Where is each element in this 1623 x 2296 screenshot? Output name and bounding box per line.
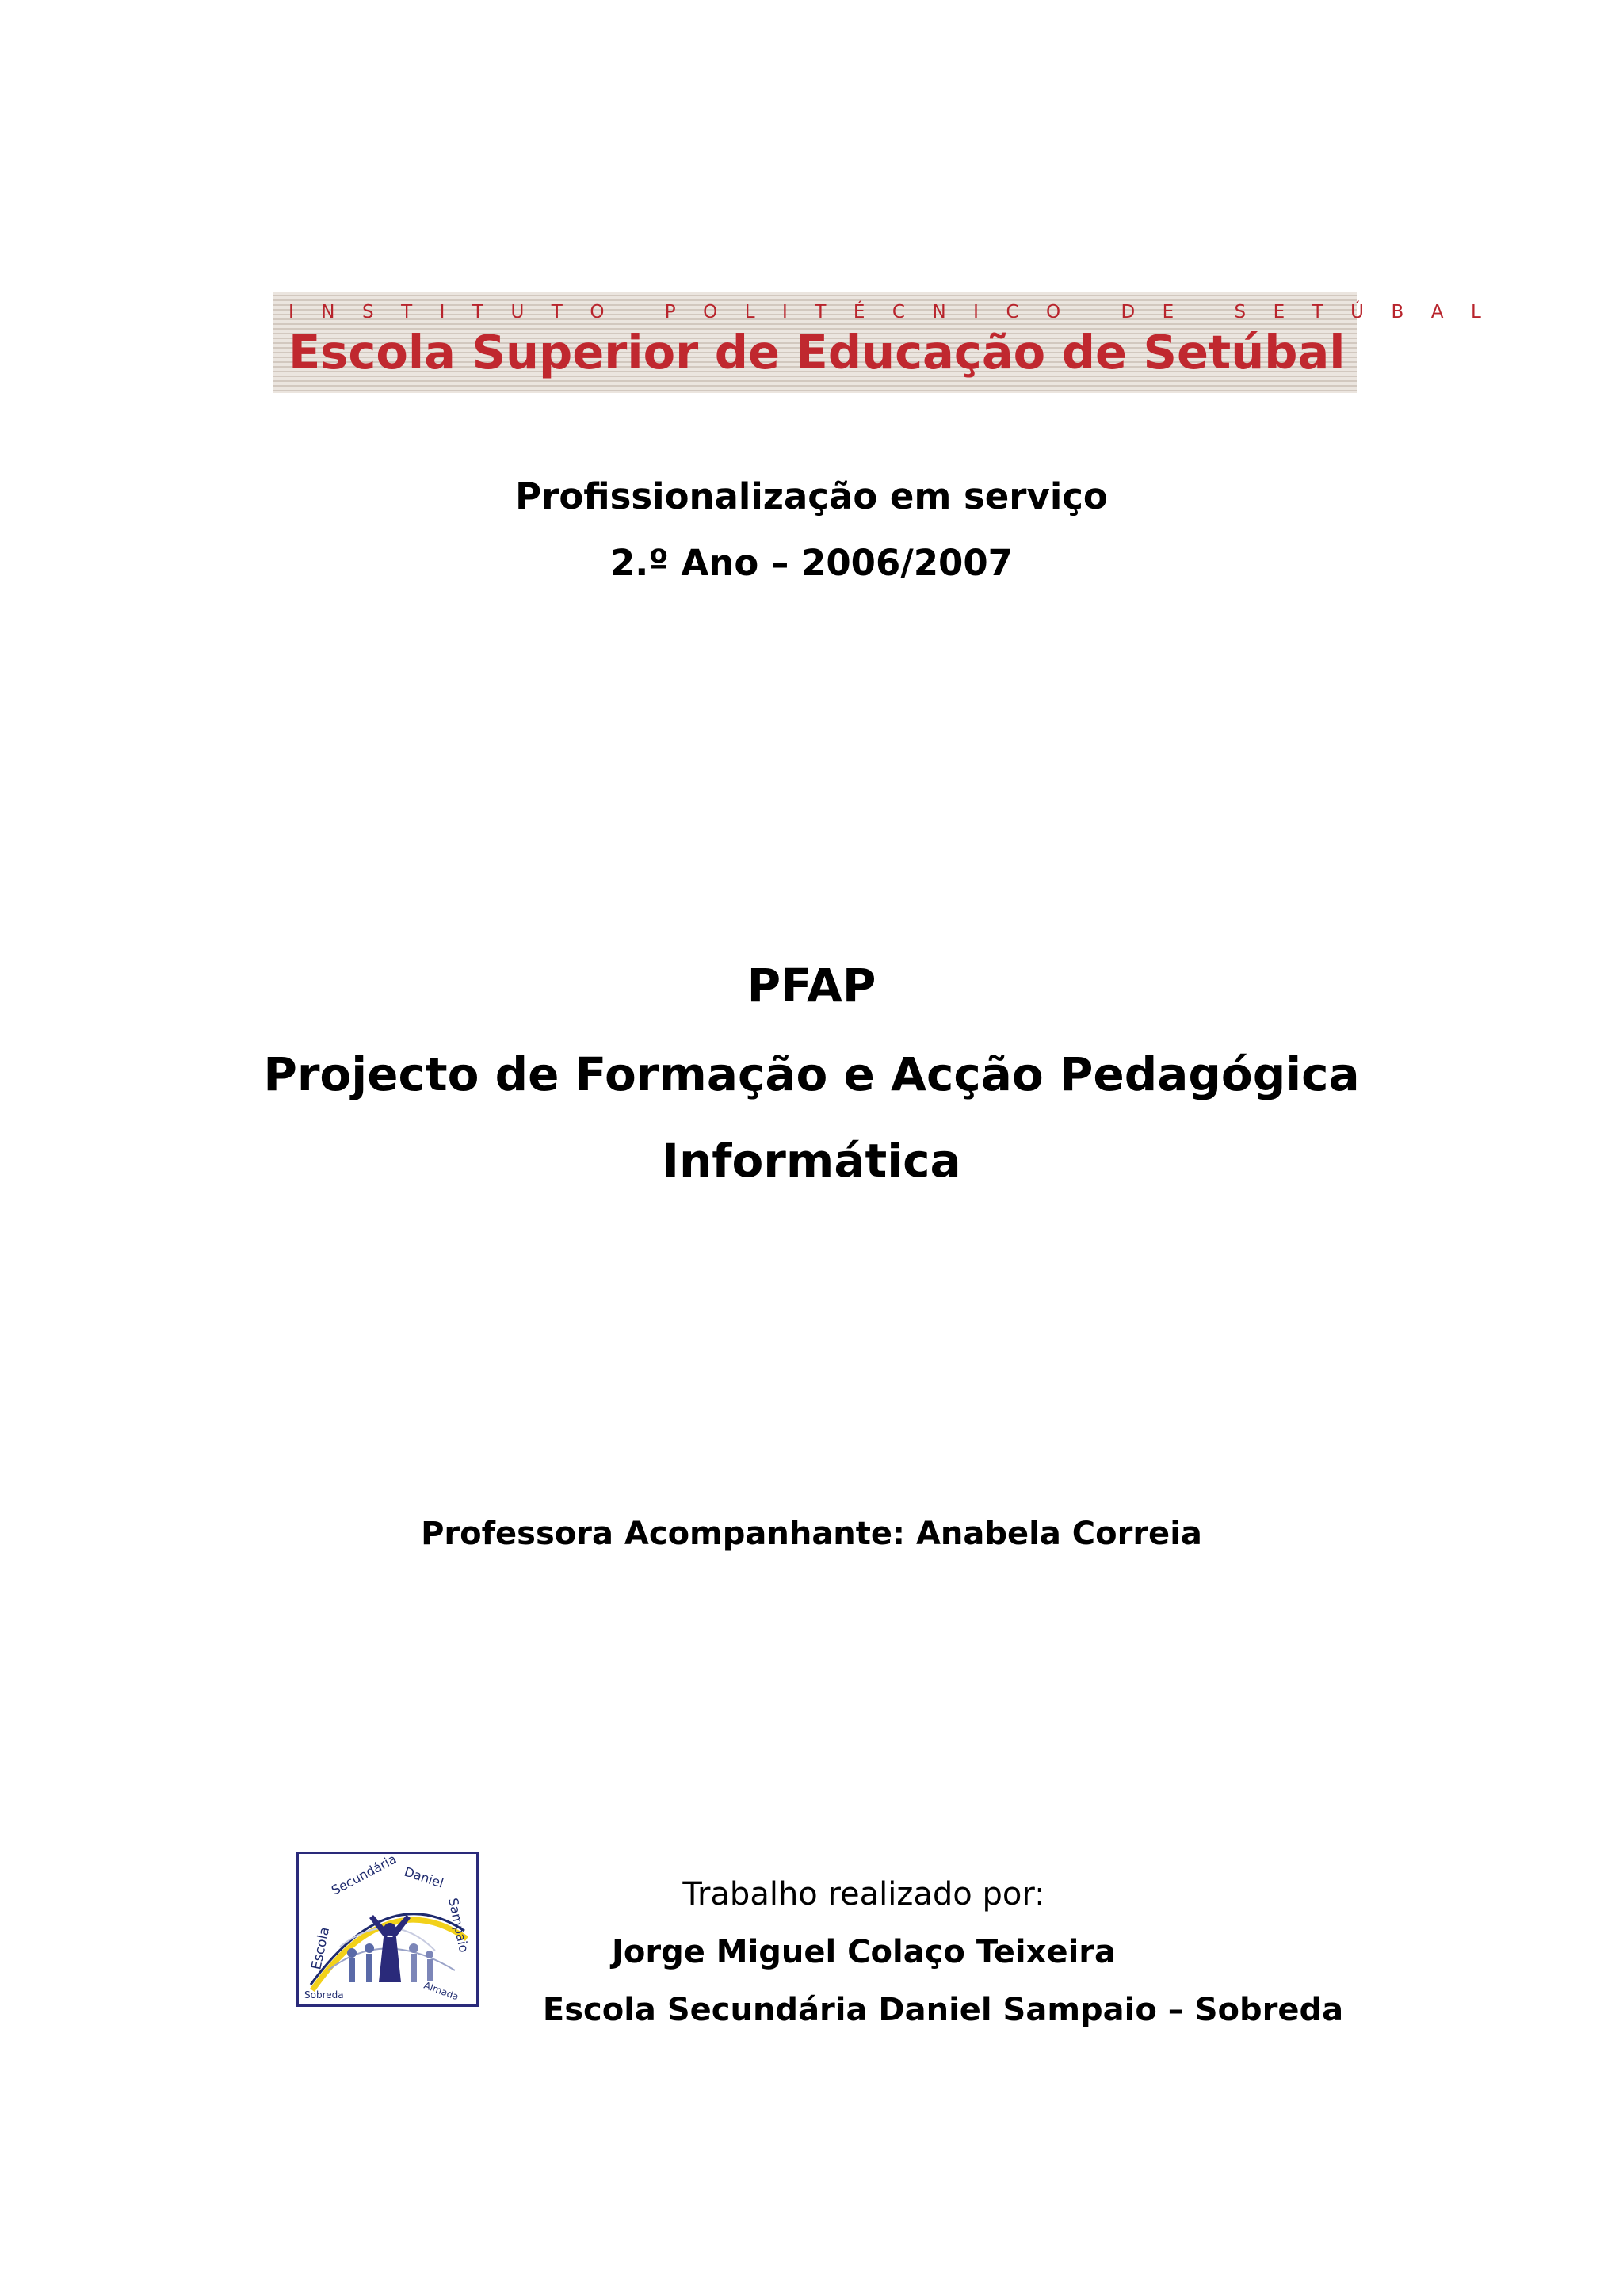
- institute-name: INSTITUTO POLITÉCNICO DE SETÚBAL: [288, 302, 1509, 322]
- logo-word-sampaio: Sampaio: [445, 1896, 472, 1955]
- academic-year: 2.º Ano – 2006/2007: [610, 542, 1013, 584]
- logo-word-daniel: Daniel: [402, 1863, 446, 1891]
- logo-word-sobreda: Sobreda: [304, 1989, 344, 2000]
- supervisor-line: Professora Acompanhante: Anabela Correia: [421, 1516, 1202, 1552]
- logo-word-secundaria: Secundária: [328, 1851, 399, 1898]
- title-subject: Informática: [662, 1134, 961, 1188]
- author-school: Escola Secundária Daniel Sampaio – Sobreda: [542, 1992, 1344, 2028]
- author-name: Jorge Miguel Colaço Teixeira: [612, 1934, 1116, 1970]
- logo-word-almada: Almada: [422, 1979, 460, 2003]
- logo-word-escola: Escola: [308, 1925, 334, 1972]
- program-line: Profissionalização em serviço: [515, 475, 1108, 517]
- school-name-logo: Escola Superior de Educação de Setúbal: [288, 325, 1346, 379]
- institution-logo-banner: [273, 292, 1509, 393]
- authorship-label: Trabalho realizado por:: [682, 1876, 1045, 1913]
- school-logo: [296, 1852, 479, 2007]
- title-full: Projecto de Formação e Acção Pedagógica: [263, 1047, 1360, 1101]
- title-acronym: PFAP: [747, 959, 876, 1013]
